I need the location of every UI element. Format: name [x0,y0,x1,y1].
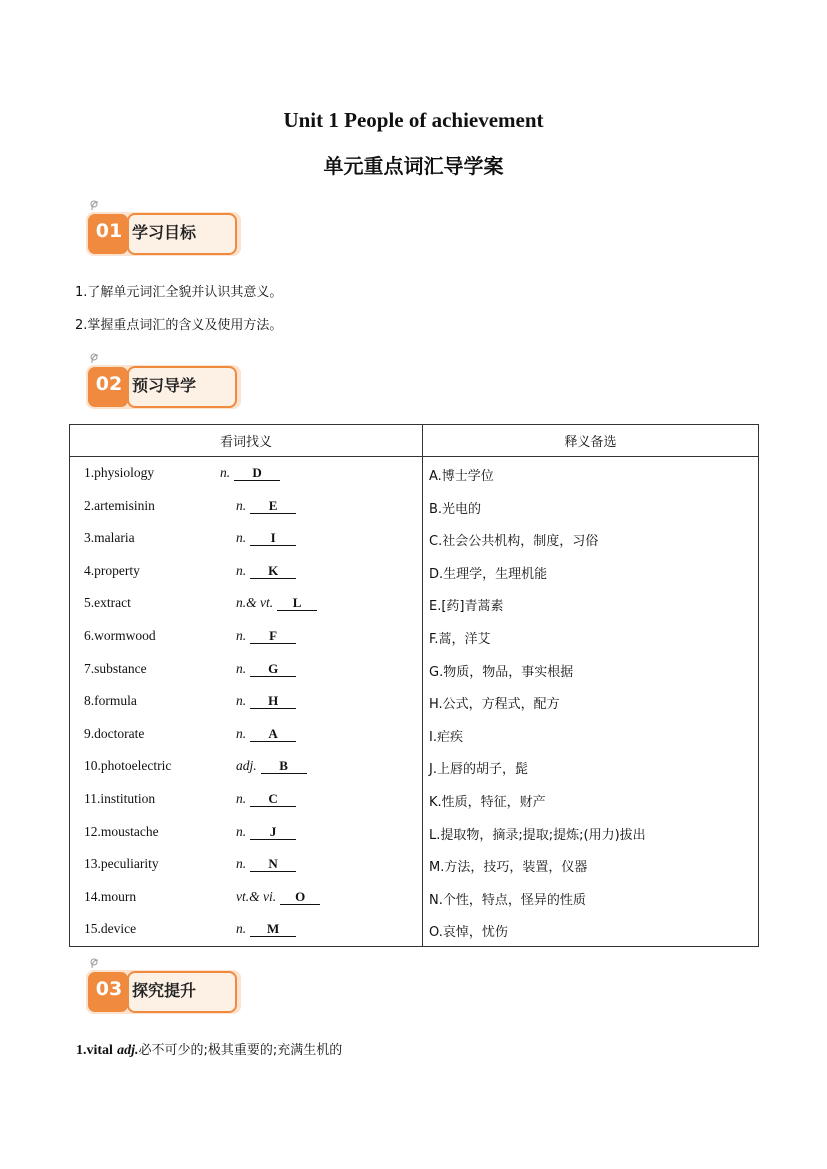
vocab-word: 8.formula [84,693,137,709]
meaning-row [423,783,758,816]
meaning-option: I.疟疾 [429,729,463,745]
answer-blank[interactable]: N [250,857,296,872]
meaning-option: K.性质，特征，财产 [429,794,546,810]
answer-blank[interactable]: D [234,466,280,481]
answer-blank[interactable]: G [250,662,296,677]
meaning-row [423,718,758,751]
answer-blank[interactable]: J [250,825,296,840]
vocab-word: 6.wormwood [84,627,156,643]
word-row [70,522,422,555]
vocab-table [69,424,759,947]
meaning-row [423,587,758,620]
vocab-word: 3.malaria [84,530,135,546]
answer-blank[interactable]: L [277,596,317,611]
meaning-option: O.哀悼，忧伤 [429,925,508,941]
vocab-word: 13.peculiarity [84,856,159,872]
vocab-word: 11.institution [84,790,156,806]
part-of-speech [236,758,307,774]
goal-item-2: 2.掌握重点词汇的含义及使用方法。 [75,318,283,333]
pos-label: n.& vt. [236,595,274,611]
meaning-row [423,490,758,523]
section-label: 预习导学 [132,376,197,395]
meaning-row [423,848,758,881]
part-of-speech [236,856,296,872]
meaning-row [423,620,758,653]
page-subtitle: 单元重点词汇导学案 [323,154,504,178]
meaning-option: D.生理学，生理机能 [429,566,548,582]
word-row [70,457,422,490]
word-row [70,587,422,620]
vocab-word: 15.device [84,921,137,937]
pos-label: n. [236,856,247,872]
vocab-word: 1.physiology [84,465,155,480]
key-point [76,1039,342,1059]
pos-label: n. [236,921,247,937]
meaning-row [423,457,758,490]
part-of-speech [220,465,280,481]
word-row [70,783,422,816]
part-of-speech [236,791,296,807]
meaning-row [423,555,758,588]
section-badge-goals [86,198,246,256]
word-row [70,881,422,914]
pos-label: n. [236,823,247,839]
vocab-word: 5.extract [84,595,131,611]
header-words: 看词找义 [70,425,423,457]
pos-label: n. [236,627,247,643]
meaning-option: J.上唇的胡子，髭 [429,762,528,778]
pos-label: n. [236,693,247,709]
answer-blank[interactable]: E [250,499,296,514]
meaning-row [423,881,758,914]
meaning-option: F.蒿，洋艾 [429,631,491,647]
part-of-speech [236,889,320,905]
part-of-speech [236,661,296,677]
answer-blank[interactable]: B [261,759,307,774]
vocab-word: 7.substance [84,660,147,676]
vocab-word: 14.mourn [84,888,137,904]
section-label: 学习目标 [132,223,197,242]
word-row [70,848,422,881]
part-of-speech [236,530,296,546]
section-number: 01 [95,220,123,242]
pos-label: n. [220,465,231,480]
pos-label: n. [236,530,247,546]
section-badge-explore [86,956,246,1014]
meaning-option: C.社会公共机构，制度，习俗 [429,534,599,550]
meaning-row [423,816,758,849]
meaning-option: E.[药]青蒿素 [429,599,504,615]
pos-label: n. [236,790,247,806]
vocab-word: 10.photoelectric [84,758,172,774]
meaning-option: H.公式，方程式，配方 [429,697,560,713]
word-row [70,620,422,653]
pos-label: n. [236,725,247,741]
words-column [70,457,423,947]
answer-blank[interactable]: C [250,792,296,807]
word-row [70,913,422,946]
word-row [70,816,422,849]
page-title: Unit 1 People of achievement [283,108,544,132]
answer-blank[interactable]: F [250,629,296,644]
vocab-word: 9.doctorate [84,725,145,741]
part-of-speech [236,628,296,644]
meaning-option: G.物质，物品，事实根据 [429,664,574,680]
part-of-speech [236,824,296,840]
part-of-speech [236,693,296,709]
key-point-word: 1.vital [76,1043,113,1058]
part-of-speech [236,498,296,514]
section-label: 探究提升 [132,981,197,1000]
section-number: 02 [95,373,123,395]
pos-label: n. [236,562,247,578]
meaning-option: A.博士学位 [429,469,494,484]
meaning-option: N.个性，特点，怪异的性质 [429,892,586,908]
key-point-pos: adj. [117,1043,139,1058]
word-row [70,653,422,686]
answer-blank[interactable]: A [250,727,296,742]
word-row [70,685,422,718]
meaning-row [423,685,758,718]
answer-blank[interactable]: O [280,890,320,905]
meaning-row [423,750,758,783]
table-header-row [70,425,759,457]
section-badge-preview [86,351,246,409]
meaning-row [423,913,758,946]
meanings-column [423,457,759,947]
word-row [70,718,422,751]
part-of-speech [236,726,296,742]
word-row [70,750,422,783]
answer-blank[interactable]: I [250,531,296,546]
meaning-option: M.方法，技巧，装置，仪器 [429,860,588,876]
meaning-row [423,653,758,686]
section-number: 03 [95,978,123,1000]
part-of-speech [236,595,317,611]
meaning-row [423,522,758,555]
answer-blank[interactable]: H [250,694,296,709]
word-row [70,490,422,523]
pos-label: n. [236,660,247,676]
key-point-meaning: 必不可少的;极其重要的;充满生机的 [138,1043,343,1058]
header-meanings: 释义备选 [423,425,759,457]
answer-blank[interactable]: M [250,922,296,937]
part-of-speech [236,921,296,937]
meaning-option: L.提取物，摘录;提取;提炼;(用力)拔出 [429,827,646,843]
vocab-word: 12.moustache [84,823,159,839]
goal-item-1: 1.了解单元词汇全貌并认识其意义。 [75,285,283,300]
pos-label: vt.& vi. [236,888,277,904]
pos-label: adj. [236,758,257,774]
part-of-speech [236,563,296,579]
meaning-option: B.光电的 [429,501,482,517]
answer-blank[interactable]: K [250,564,296,579]
vocab-word: 2.artemisinin [84,497,155,513]
word-row [70,555,422,588]
vocab-word: 4.property [84,562,140,578]
pos-label: n. [236,497,247,513]
